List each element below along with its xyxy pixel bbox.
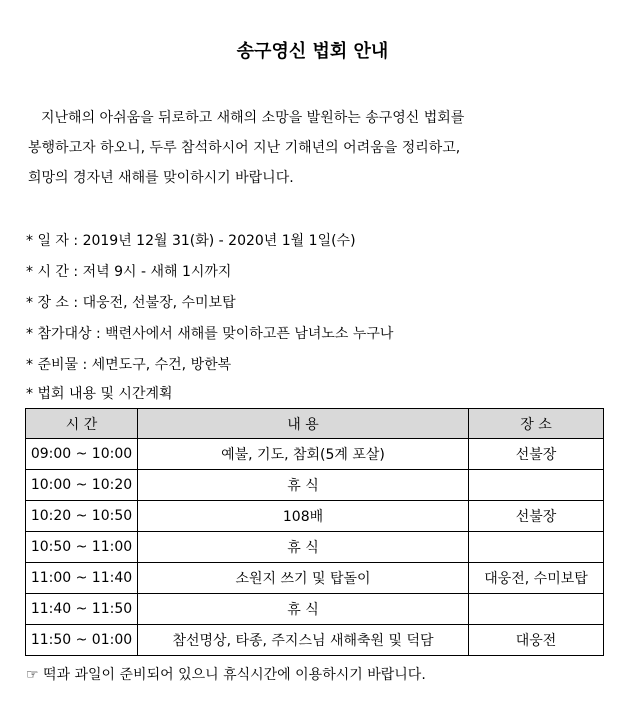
plan-heading: * 법회 내용 및 시간계획 [26, 386, 173, 402]
info-supplies: * 준비물 : 세면도구, 수건, 방한복 [26, 357, 232, 373]
event-info-list [26, 226, 616, 381]
cell-content: 휴 식 [138, 532, 469, 563]
cell-place: 대웅전 [469, 625, 604, 656]
cell-place: 대웅전, 수미보탑 [469, 563, 604, 594]
intro-paragraph [28, 103, 608, 193]
cell-content: 108배 [138, 501, 469, 532]
table-row [26, 470, 604, 501]
cell-content: 휴 식 [138, 470, 469, 501]
column-header-place: 장 소 [469, 409, 604, 439]
cell-content: 휴 식 [138, 594, 469, 625]
table-row [26, 532, 604, 563]
table-row [26, 563, 604, 594]
table-row [26, 625, 604, 656]
intro-line: 지난해의 아쉬움을 뒤로하고 새해의 소망을 발원하는 송구영신 법회를 [41, 110, 465, 126]
cell-time: 11:40 ~ 11:50 [26, 594, 138, 625]
cell-content: 소원지 쓰기 및 탑돌이 [138, 563, 469, 594]
intro-line: 희망의 경자년 새해를 맞이하시기 바랍니다. [28, 170, 294, 186]
cell-place [469, 470, 604, 501]
info-date: * 일 자 : 2019년 12월 31(화) - 2020년 1월 1일(수) [26, 233, 356, 249]
cell-time: 09:00 ~ 10:00 [26, 439, 138, 470]
table-row [26, 501, 604, 532]
column-header-time: 시 간 [26, 409, 138, 439]
cell-place: 선불장 [469, 439, 604, 470]
intro-line: 봉행하고자 하오니, 두루 참석하시어 지난 기해년의 어려움을 정리하고, [28, 140, 461, 156]
refreshment-note: ☞ 떡과 과일이 준비되어 있으니 휴식시간에 이용하시기 바랍니다. [26, 667, 426, 683]
table-header-row [26, 409, 604, 439]
info-place: * 장 소 : 대웅전, 선불장, 수미보탑 [26, 295, 236, 311]
cell-time: 11:50 ~ 01:00 [26, 625, 138, 656]
cell-time: 10:50 ~ 11:00 [26, 532, 138, 563]
cell-time: 10:00 ~ 10:20 [26, 470, 138, 501]
cell-content: 예불, 기도, 참회(5계 포살) [138, 439, 469, 470]
schedule-table [25, 408, 604, 656]
info-participants: * 참가대상 : 백련사에서 새해를 맞이하고픈 남녀노소 누구나 [26, 326, 394, 342]
cell-place: 선불장 [469, 501, 604, 532]
cell-content: 참선명상, 타종, 주지스님 새해축원 및 덕담 [138, 625, 469, 656]
document-title: 송구영신 법회 안내 [236, 41, 389, 62]
column-header-content: 내 용 [138, 409, 469, 439]
cell-time: 11:00 ~ 11:40 [26, 563, 138, 594]
table-row [26, 439, 604, 470]
cell-place [469, 532, 604, 563]
info-time: * 시 간 : 저녁 9시 - 새해 1시까지 [26, 264, 232, 280]
cell-place [469, 594, 604, 625]
table-row [26, 594, 604, 625]
cell-time: 10:20 ~ 10:50 [26, 501, 138, 532]
